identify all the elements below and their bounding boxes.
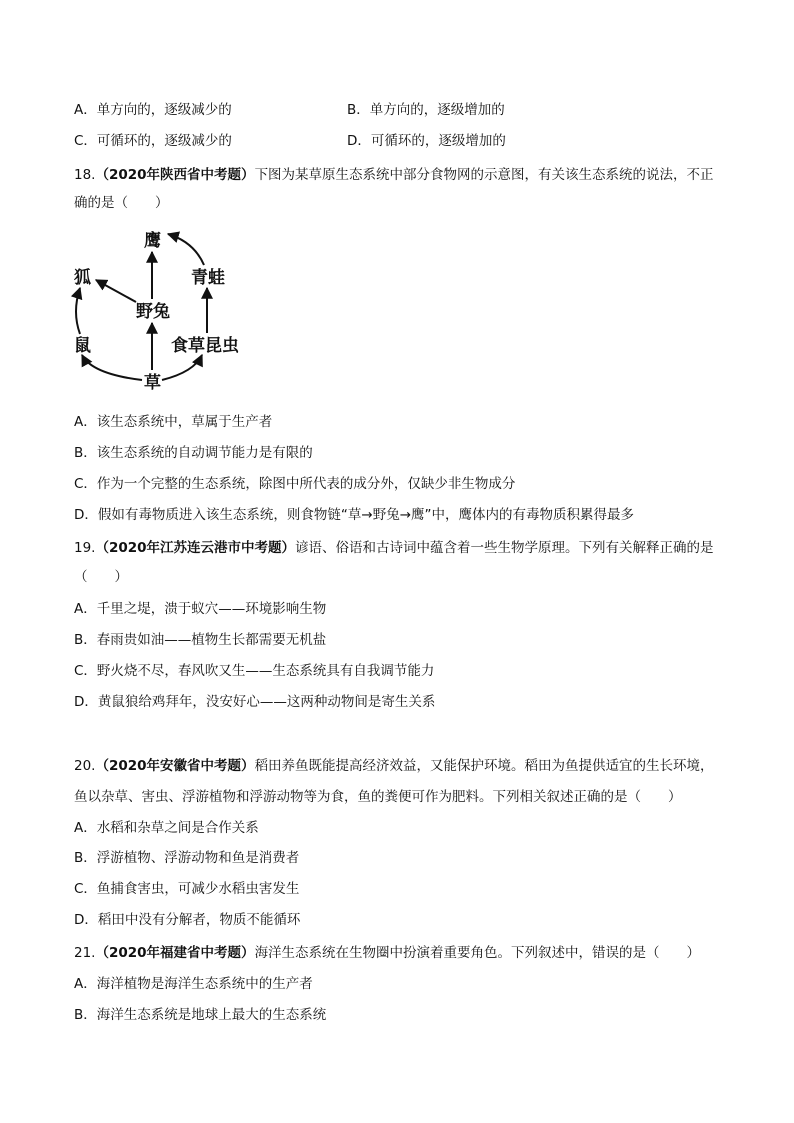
q17-option-b: B．单方向的，逐级增加的	[347, 102, 505, 118]
web-label-insect: 食草昆虫	[171, 336, 239, 356]
web-label-rabbit: 野兔	[136, 302, 170, 322]
q19-option-d: D．黄鼠狼给鸡拜年，没安好心——这两种动物间是寄生关系	[74, 694, 436, 710]
q21-stem-text: 海洋生态系统在生物圈中扮演着重要角色。下列叙述中，错误的是（ ）	[254, 945, 701, 961]
web-label-fox: 狐	[74, 268, 91, 288]
q19-stem-line1	[74, 538, 714, 558]
web-label-mouse: 鼠	[74, 336, 91, 356]
q20-stem-text: 稻田养鱼既能提高经济效益，又能保护环境。稻田为鱼提供适宜的生长环境，	[254, 758, 714, 774]
q19-stem-text: 谚语、俗语和古诗词中蕴含着一些生物学原理。下列有关解释正确的是	[295, 540, 714, 556]
arrow-mouse-fox	[76, 288, 80, 334]
q17-option-d: D．可循环的，逐级增加的	[347, 133, 506, 149]
q18-stem-text: 下图为某草原生态系统中部分食物网的示意图，有关该生态系统的说法，不正	[254, 167, 714, 183]
q21-number: 21.	[74, 945, 96, 961]
q18-stem-line2: 确的是（ ）	[74, 195, 169, 211]
q18-number: 18.	[74, 167, 96, 183]
q18-source: （2020年陕西省中考题）	[95, 167, 255, 183]
web-label-grass: 草	[144, 373, 161, 392]
q20-source: （2020年安徽省中考题）	[95, 758, 255, 774]
q18-stem-line1	[74, 165, 714, 185]
arrow-grass-insect	[162, 355, 202, 380]
q20-option-c: C．鱼捕食害虫，可减少水稻虫害发生	[74, 881, 300, 897]
arrow-grass-mouse	[82, 355, 142, 380]
q21-option-b: B．海洋生态系统是地球上最大的生态系统	[74, 1007, 327, 1023]
q20-option-b: B．浮游植物、浮游动物和鱼是消费者	[74, 850, 300, 866]
q19-option-c: C．野火烧不尽，春风吹又生——生态系统具有自我调节能力	[74, 663, 435, 679]
q20-number: 20.	[74, 758, 96, 774]
q18-option-a: A．该生态系统中，草属于生产者	[74, 414, 273, 430]
q20-stem-line2: 鱼以杂草、害虫、浮游植物和浮游动物等为食，鱼的粪便可作为肥料。下列相关叙述正确的是（ ）	[74, 789, 682, 805]
q20-option-d: D．稻田中没有分解者，物质不能循环	[74, 912, 301, 928]
q17-option-a: A．单方向的，逐级减少的	[74, 102, 232, 118]
q19-number: 19.	[74, 540, 96, 556]
q17-option-c: C．可循环的，逐级减少的	[74, 133, 232, 149]
web-label-eagle: 鹰	[144, 231, 161, 251]
q19-source: （2020年江苏连云港市中考题）	[95, 540, 296, 556]
q18-option-d: D．假如有毒物质进入该生态系统，则食物链“草→野兔→鹰”中，鹰体内的有毒物质积累得最多	[74, 507, 635, 523]
q21-stem-line1	[74, 943, 700, 963]
q18-option-c: C．作为一个完整的生态系统，除图中所代表的成分外，仅缺少非生物成分	[74, 476, 516, 492]
q20-stem-line1	[74, 756, 714, 776]
q18-option-b: B．该生态系统的自动调节能力是有限的	[74, 445, 313, 461]
q19-stem-line2: （ ）	[74, 569, 128, 585]
q19-option-b: B．春雨贵如油——植物生长都需要无机盐	[74, 632, 327, 648]
q21-option-a: A．海洋植物是海洋生态系统中的生产者	[74, 976, 313, 992]
food-web-diagram	[64, 222, 264, 392]
arrow-frog-eagle	[168, 234, 204, 265]
web-label-frog: 青蛙	[191, 268, 225, 288]
arrow-rabbit-fox	[96, 280, 136, 302]
q21-source: （2020年福建省中考题）	[95, 945, 255, 961]
q19-option-a: A．千里之堤，溃于蚁穴——环境影响生物	[74, 601, 327, 617]
q20-option-a: A．水稻和杂草之间是合作关系	[74, 820, 259, 836]
